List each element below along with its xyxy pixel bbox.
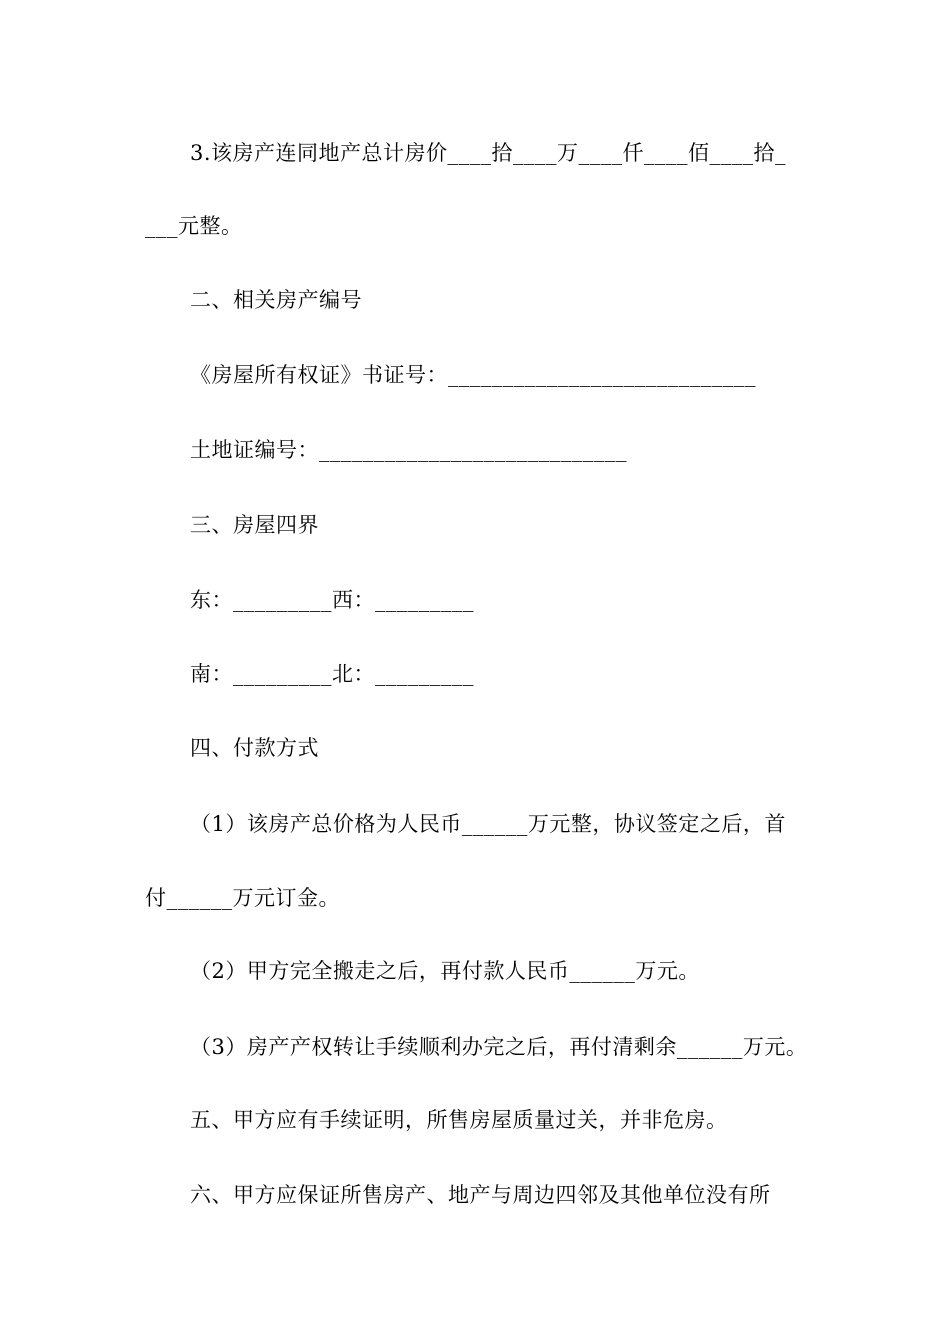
boundary-south-north-line: 南：_________北：_________ [190, 662, 474, 686]
total-price-line-continued: ___元整。 [145, 214, 243, 238]
section-heading-payment-method: 四、付款方式 [190, 736, 319, 760]
payment-item-1-line: （1）该房产总价格为人民币______万元整，协议签定之后，首 [190, 812, 786, 836]
section-heading-property-numbers: 二、相关房产编号 [190, 288, 362, 312]
section-six-guarantee-clause: 六、甲方应保证所售房产、地产与周边四邻及其他单位没有所 [190, 1183, 771, 1207]
ownership-certificate-number-line: 《房屋所有权证》书证号：____________________________ [190, 363, 756, 387]
section-five-quality-clause: 五、甲方应有手续证明，所售房屋质量过关，并非危房。 [190, 1108, 728, 1132]
payment-item-3-line: （3）房产产权转让手续顺利办完之后，再付清剩余______万元。 [190, 1035, 808, 1059]
land-certificate-number-line: 土地证编号：____________________________ [190, 438, 627, 462]
boundary-east-west-line: 东：_________西：_________ [190, 588, 474, 612]
section-heading-boundaries: 三、房屋四界 [190, 513, 319, 537]
total-price-line: 3.该房产连同地产总计房价____拾____万____仟____佰____拾_ [190, 141, 787, 165]
payment-item-1-line-continued: 付______万元订金。 [145, 886, 340, 910]
payment-item-2-line: （2）甲方完全搬走之后，再付款人民币______万元。 [190, 959, 700, 983]
